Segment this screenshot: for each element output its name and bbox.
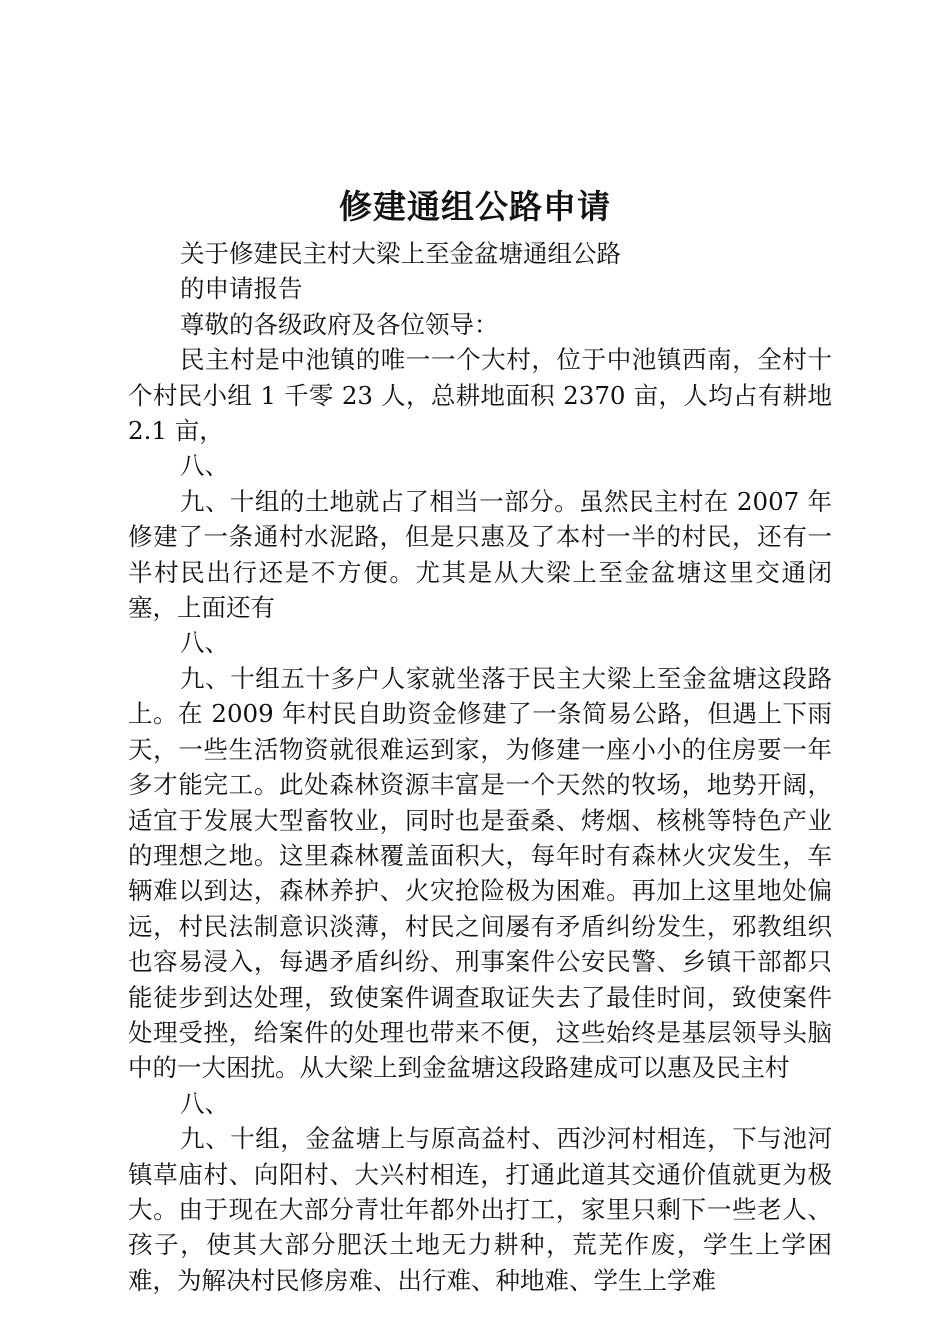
paragraph-salutation: 尊敬的各级政府及各位领导： [180,309,499,339]
paragraph-road-history: 九、十组的土地就占了相当一部分。虽然民主村在 2007 年修建了一条通村水泥路，但是只惠及了本村一半的村民，还有一半村民出行还是不方便。尤其是从大梁上至金盆塘这里交通闭塞，上面还有 [128,486,832,623]
paragraph-village-intro: 民主村是中池镇的唯一一个大村，位于中池镇西南，全村十个村民小组 1 千零 23 人，总耕地面积 2370 亩，人均占有耕地 2.1 亩， [128,345,832,446]
paragraph-group-number: 八、 [180,1088,229,1118]
paragraph-subject-line-1: 关于修建民主村大梁上至金盆塘通组公路 [180,239,621,268]
paragraph-subject-line-2: 的申请报告 [180,274,303,304]
paragraph-group-number: 八、 [180,451,229,481]
paragraph-current-situation: 九、十组五十多户人家就坐落于民主大梁上至金盆塘这段路上。在 2009 年村民自助资金修建了一条简易公路，但遇上下雨天，一些生活物资就很难运到家，为修建一座小小的住房要一年多才能完工。此处森林资源丰富是一个天然的牧场，地势开阔，适宜于发展大型畜牧业，同时也是蚕桑、烤烟、核桃等特色产业的理想之地。这里森林覆盖面积大，每年时有森林火灾发生，车辆难以到达，森林养护、火灾抢险极为困难。再加上这里地处偏远，村民法制意识淡薄，村民之间屡有矛盾纠纷发生，邪教组织也容易浸入，每遇矛盾纠纷、刑事案件公安民警、乡镇干部都只能徒步到达处理，致使案件调查取证失去了最佳时间，致使案件处理受挫，给案件的处理也带来不便，这些始终是基层领导头脑中的一大困扰。从大梁上到金盆塘这段路建成可以惠及民主村 [128,663,832,1083]
paragraph-connection-value: 九、十组，金盆塘上与原高益村、西沙河村相连，下与池河镇草庙村、向阳村、大兴村相连，打通此道其交通价值就更为极大。由于现在大部分青壮年都外出打工，家里只剩下一些老人、孩子，使其大部分肥沃土地无力耕种，荒芜作废，学生上学困难，为解决村民修房难、出行难、种地难、学生上学难 [128,1124,832,1295]
paragraph-group-number: 八、 [180,628,229,658]
document-title: 修建通组公路申请 [339,187,611,226]
document-body [128,236,832,1298]
